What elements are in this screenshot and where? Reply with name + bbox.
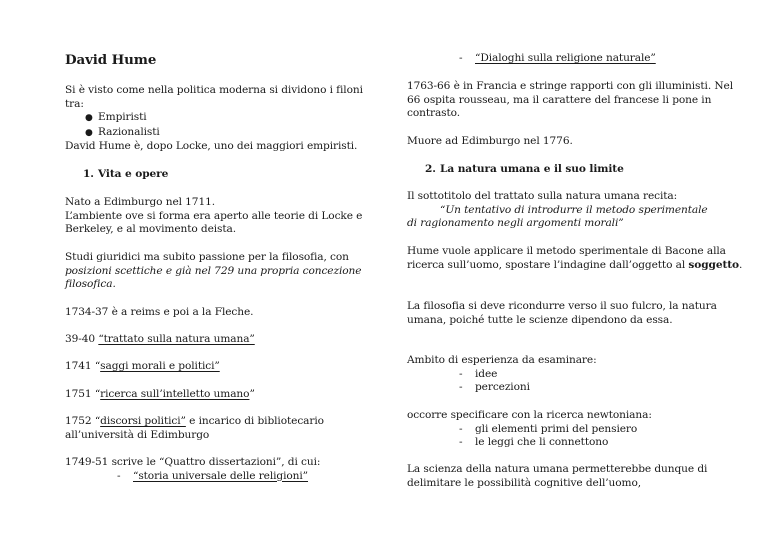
intro-conclusion: David Hume è, dopo Locke, uno dei maggiori empiristi. <box>65 140 358 153</box>
subtitle-block: Il sottotitolo del trattato sulla natura umana recita: “Un tentativo di introdurre il metodo sperimentale di ragionamento negli argomenti morali” <box>407 190 747 231</box>
bullet-item: ● Empiristi <box>65 111 380 126</box>
dissertations-block: 1749-51 scrive le “Quattro dissertazioni”, di cui: - “storia universale delle religioni” <box>65 456 380 483</box>
timeline-item: 1751 “ricerca sull’intelletto umano” <box>65 388 255 400</box>
intro-block <box>65 84 380 154</box>
work-title: “trattato sulla natura umana” <box>98 333 255 345</box>
birth-block: Nato a Edimburgo nel 1711. L’ambiente ove si forma era aperto alle teorie di Locke e Berkeley, e al movimento deista. <box>65 196 363 236</box>
method-paragraph: Hume vuole applicare il metodo sperimentale di Bacone alla ricerca sull’uomo, spostare l’indagine dall’oggetto al soggetto. <box>407 245 743 271</box>
bullet-icon: ● <box>85 113 93 124</box>
subtitle-quote: “Un tentativo di introdurre il metodo sperimentale <box>440 203 708 216</box>
section-heading-1: 1. Vita e opere <box>83 168 169 180</box>
work-title: discorsi politici” <box>100 415 186 427</box>
france-paragraph: 1763-66 è in Francia e stringe rapporti con gli illuministi. Nel 66 ospita rousseau, ma il carattere del francese li pone in contrasto. <box>407 80 733 120</box>
work-title: “storia universale delle religioni” <box>133 469 309 482</box>
document-title: David Hume <box>65 52 157 68</box>
timeline-item: 1752 “discorsi politici” e incarico di bibliotecario all’università di Edimburgo <box>65 415 324 441</box>
dash-item: - le leggi che li connettono <box>459 436 609 449</box>
bullet-icon: ● <box>85 127 93 138</box>
work-title: “Dialoghi sulla religione naturale” <box>475 52 656 64</box>
work-title: saggi morali e politici” <box>100 360 220 372</box>
work-title: ricerca sull’intelletto umano <box>100 388 250 400</box>
philosophy-paragraph: La filosofia si deve ricondurre verso il suo fulcro, la natura umana, poiché tutte le scienze dipendono da essa. <box>407 300 717 326</box>
scope-block: Ambito di esperienza da esaminare: - idee - percezioni <box>407 354 747 395</box>
bullet-item: ● Razionalisti <box>65 126 380 141</box>
studies-paragraph: Studi giuridici ma subito passione per la filosofia, con posizioni scettiche e già nel 729 una propria concezione filosofica. <box>65 251 362 291</box>
section-heading-2: 2. La natura umana e il suo limite <box>425 163 624 175</box>
intro-text: Si è visto come nella politica moderna si dividono i filoni tra: <box>65 84 363 110</box>
timeline-item: 1741 “saggi morali e politici” <box>65 360 220 372</box>
timeline-item: 39-40 “trattato sulla natura umana” <box>65 333 255 345</box>
dash-item: - idee <box>459 367 498 380</box>
newton-block: occorre specificare con la ricerca newtoniana: - gli elementi primi del pensiero - le leggi che li connettono <box>407 409 747 450</box>
subtitle-quote: di ragionamento negli argomenti morali” <box>407 217 624 230</box>
death-paragraph: Muore ad Edimburgo nel 1776. <box>407 135 573 147</box>
conclusion-paragraph: La scienza della natura umana permetterebbe dunque di delimitare le possibilità cognitive dell’uomo, <box>407 463 708 489</box>
dash-item: - “Dialoghi sulla religione naturale” <box>459 52 656 64</box>
dash-item: - gli elementi primi del pensiero <box>459 422 638 435</box>
dash-item: - “storia universale delle religioni” <box>117 469 309 482</box>
timeline-item: 1734-37 è a reims e poi a la Fleche. <box>65 306 254 318</box>
dash-item: - percezioni <box>459 381 530 394</box>
